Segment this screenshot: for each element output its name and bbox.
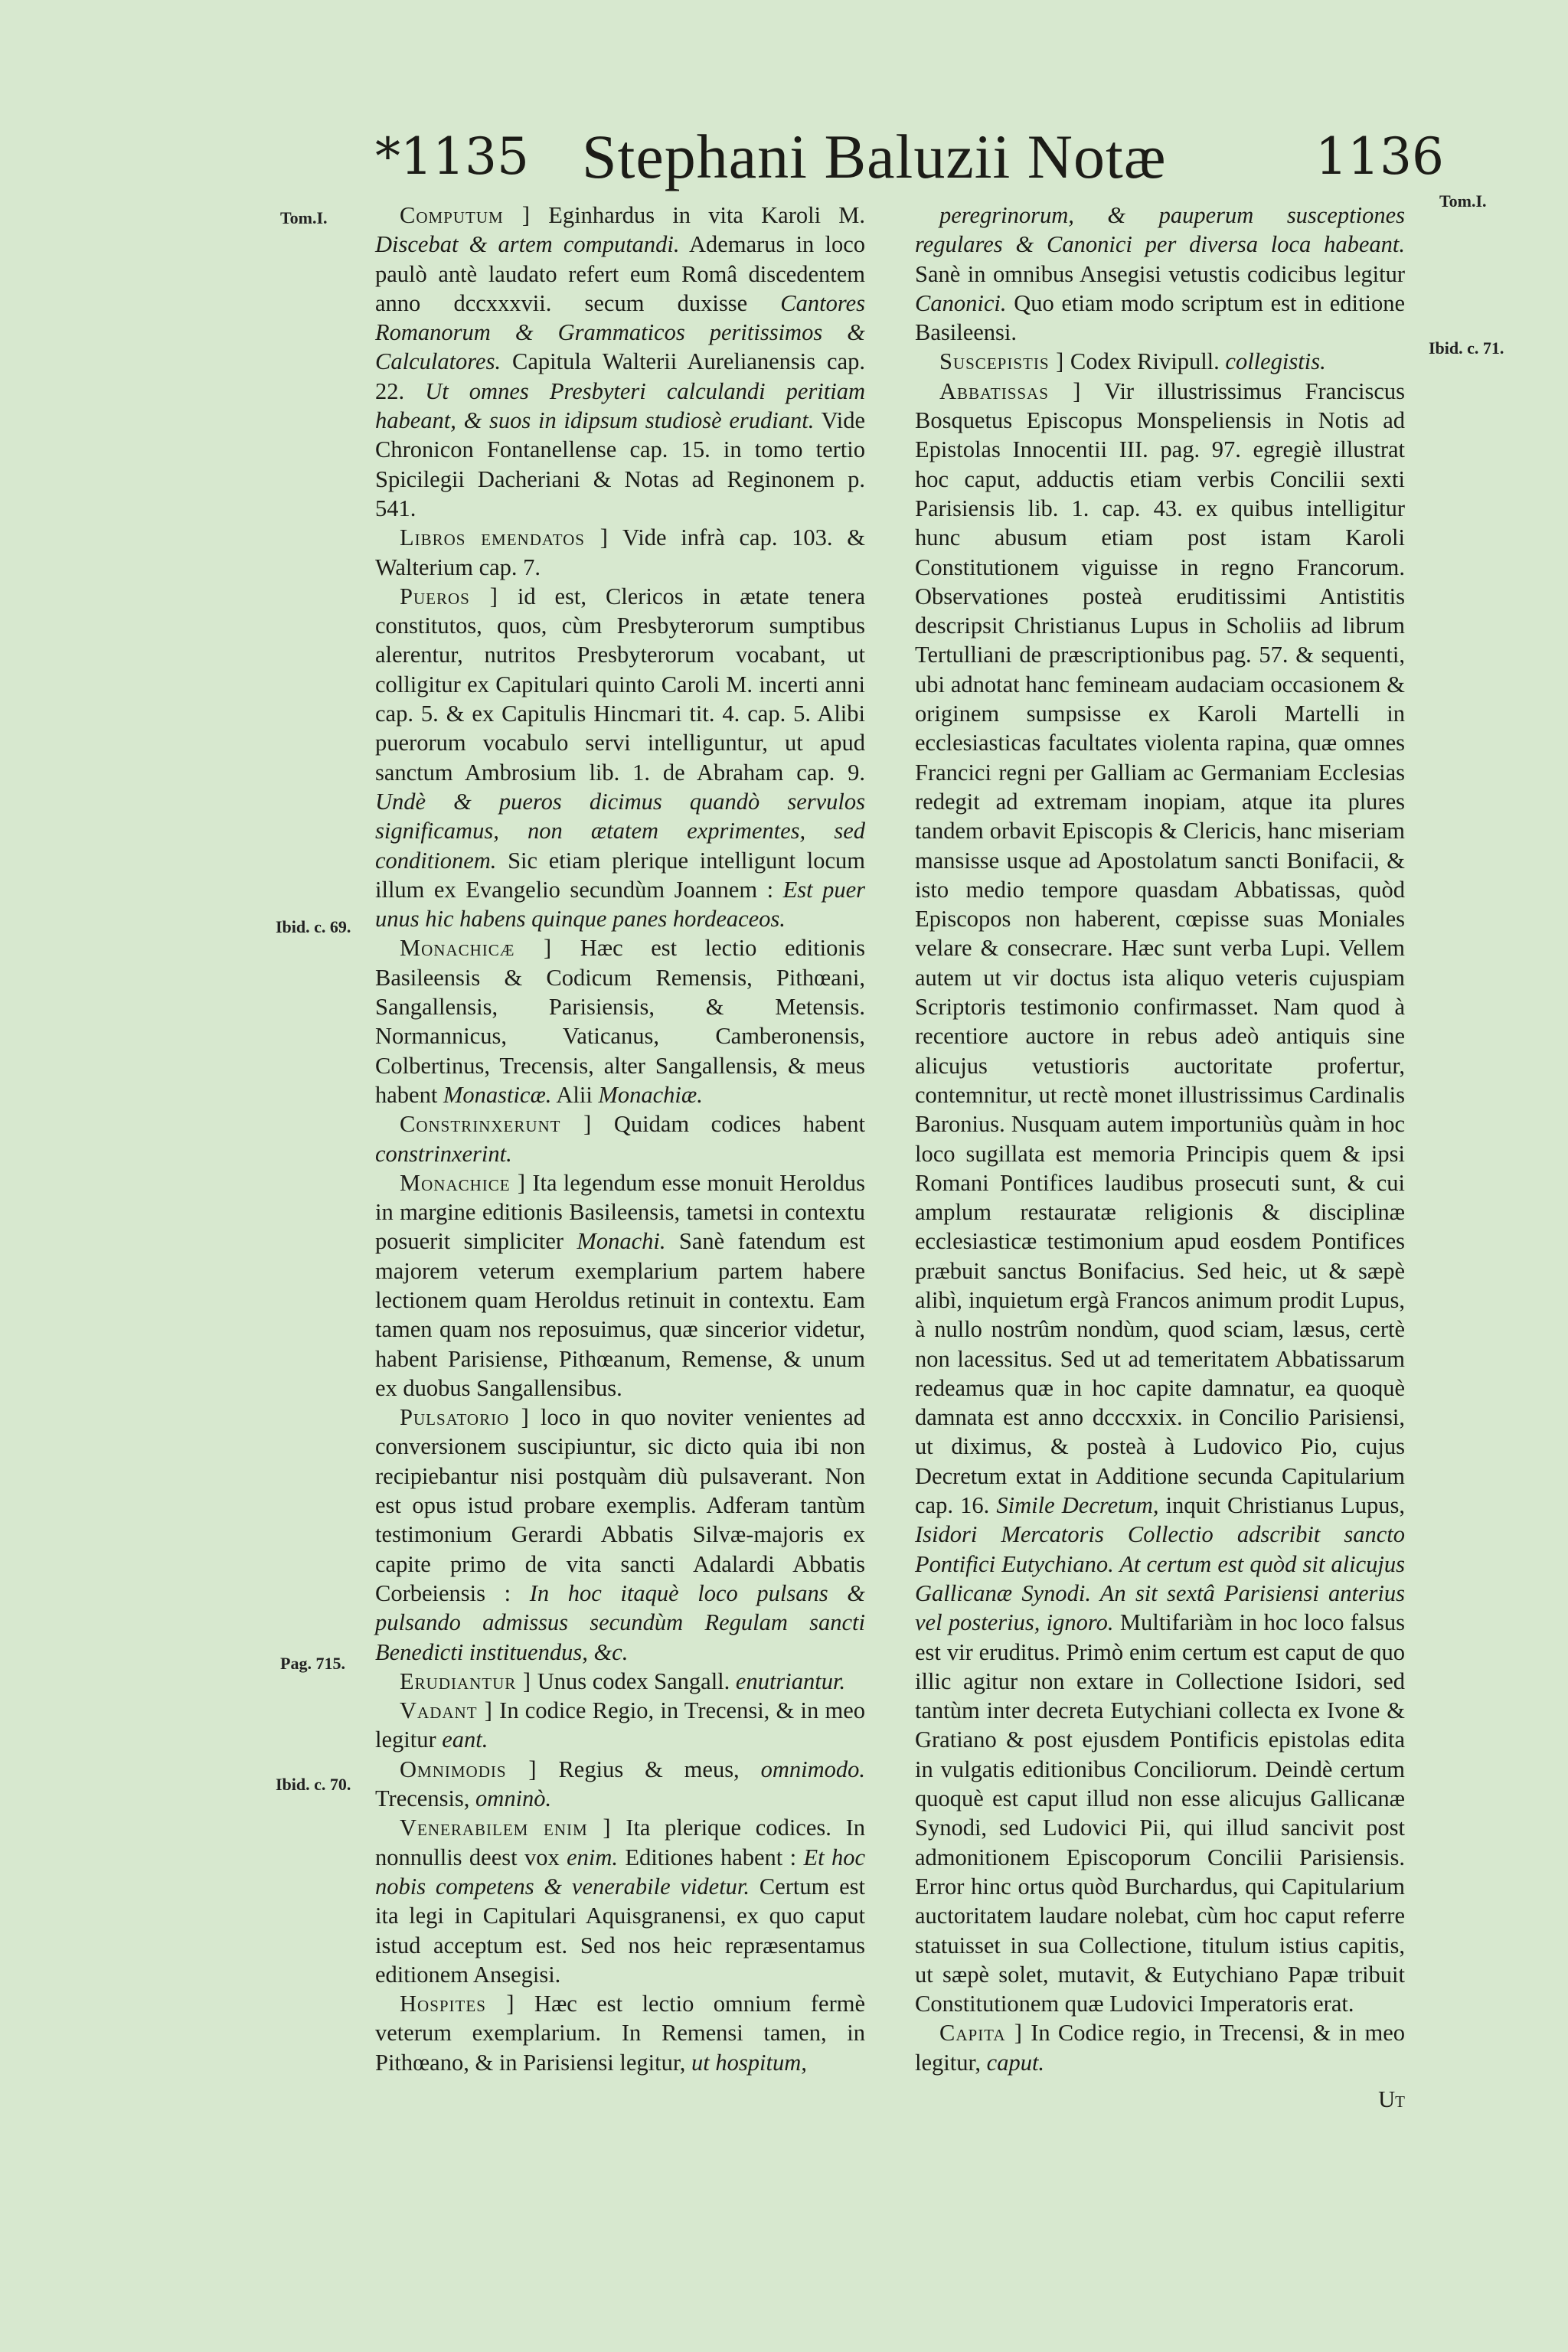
note-paragraph xyxy=(375,1696,865,1755)
note-text: Capitula Walterii Aurelianensis cap. 22. xyxy=(375,348,865,404)
quotation-text: In hoc itaquè loco pulsans & pulsando admissus secundùm Regulam sancti Benedicti instituendus, &c. xyxy=(375,1579,865,1665)
note-text: id est, Clericos in ætate tenera constitutos, quos, cùm Presbyterorum sumptibus alerentur, nutritos Presbyterorum vocabant, ut colligitur ex Capitulari quinto Caroli M. incerti anni cap. 5. & ex Capitulis Hincmari tit. 4. cap. 5. Alibi puerorum vocabulo servi intelliguntur, ut apud sanctum Ambrosium lib. 1. de Abraham cap. 9. xyxy=(375,583,865,786)
note-paragraph xyxy=(915,201,1405,347)
note-text: In codice Regio, in Trecensi, & in meo legitur xyxy=(375,1697,865,1753)
quotation-text: caput. xyxy=(986,2049,1045,2076)
lemma: Pueros ] xyxy=(400,583,498,609)
note-text: Trecensis, xyxy=(375,1785,476,1812)
quotation-text: Simile Decretum, xyxy=(996,1492,1159,1519)
catchword: Ut xyxy=(1378,2086,1405,2112)
quotation-text: enim. xyxy=(567,1844,618,1870)
note-text: Quo etiam modo scriptum est in editione Basileensi. xyxy=(915,289,1405,346)
note-paragraph xyxy=(375,201,865,523)
note-text: Sanè in omnibus Ansegisi vetustis codicibus legitur xyxy=(915,260,1405,287)
note-paragraph xyxy=(375,1989,865,2077)
quotation-text: omninò. xyxy=(475,1785,552,1812)
lemma: Suscepistis ] xyxy=(939,348,1065,375)
note-paragraph xyxy=(375,933,865,1109)
running-header xyxy=(0,115,1568,199)
note-text: loco in quo noviter venientes ad conversionem suscipiuntur, sic dicto quia ibi non recipiebantur nisi postquàm diù pulsaverant. Non est opus istud probare exemplis. Adferam tantùm testimonium Gerardi Abbatis Silvæ-majoris ex capite primo de vita sancti Adalardi Abbatis Corbeiensis : xyxy=(375,1404,865,1606)
note-text: Eginhardus in vita Karoli M. xyxy=(531,202,865,228)
note-text: Unus codex Sangall. xyxy=(531,1668,736,1694)
note-text: Sanè fatendum est majorem veterum exemplarium partem habere lectionem quam Heroldus retinuit in contextu. Eam tamen quam nos reposuimus, quæ sincerior videtur, habent Parisiense, Pithœanum, Remense, & unum ex duobus Sangallensibus. xyxy=(375,1228,865,1401)
lemma: Abbatissas ] xyxy=(939,377,1082,404)
note-paragraph xyxy=(375,582,865,934)
note-text: Ita legendum esse monuit Heroldus in margine editionis Basileensis, tametsi in contextu posuerit simpliciter xyxy=(375,1169,865,1255)
lemma: Libros emendatos ] xyxy=(400,524,609,551)
left-column xyxy=(375,201,865,2077)
lemma: Pulsatorio ] xyxy=(400,1404,530,1431)
note-text: Editiones habent : xyxy=(618,1844,804,1870)
note-text: inquit Christianus Lupus, xyxy=(1158,1492,1405,1519)
note-text: Regius & meus, xyxy=(537,1756,761,1782)
note-paragraph xyxy=(375,1109,865,1168)
note-text: Sic etiam plerique intelligunt locum illum ex Evangelio secundùm Joannem : xyxy=(375,847,865,903)
note-paragraph xyxy=(375,1168,865,1403)
note-paragraph xyxy=(915,2018,1405,2077)
note-text: Hæc est lectio editionis Basileensis & Codicum Remensis, Pithœani, Sangallensis, Parisiensis, & Metensis. Normannicus, Vaticanus, Camberonensis, Colbertinus, Trecensis, alter Sangallensis, & meus habent xyxy=(375,935,865,1108)
lemma: Erudiantur ] xyxy=(400,1668,532,1694)
lemma: Omnimodis ] xyxy=(400,1756,537,1782)
note-text: Ademarus in loco paulò antè laudato refert eum Româ discedentem anno dccxxxvii. secum duxisse xyxy=(375,231,865,316)
quotation-text: omnimodo. xyxy=(760,1756,865,1782)
note-paragraph xyxy=(915,347,1405,376)
quotation-text: constrinxerint. xyxy=(375,1140,512,1167)
note-paragraph xyxy=(375,1403,865,1667)
lemma: Monachicæ ] xyxy=(400,935,553,962)
quotation-text: Canonici. xyxy=(915,289,1007,316)
quotation-text: peregrinorum, & pauperum susceptiones regulares & Canonici per diversa loca habeant. xyxy=(915,202,1405,258)
note-text: Vide infrà cap. 103. & Walterium cap. 7. xyxy=(375,524,865,580)
quotation-text: Ut omnes Presbyteri calculandi peritiam habeant, & suos in idipsum studiosè erudiant. xyxy=(375,377,866,434)
lemma: Monachice ] xyxy=(400,1169,527,1196)
lemma: Computum ] xyxy=(400,202,531,228)
note-text: Multifariàm in hoc loco falsus est vir eruditus. Primò enim certum est caput de quo illic agitur non extare in Collectione Isidori, sed tantùm inter decreta Eutychiani collecta ex Ivone & Gratiano & post ejusdem Pontificis epistolas edita in vulgatis editionibus Conciliorum. Deindè certum quoquè est caput illud non esse alicujus Gallicanæ Synodi, sed Ludovici Pii, qui illud sancivit post admonitionem Episcoporum Concilii Parisiensis. Error hinc ortus quòd Burchardus, qui Capitularium auctoritatem laudare nolebat, cùm hoc caput referre statuisset in sua Collectione, titulum istius capitis, ut sæpè solet, mutavit, & Eutychiano Papæ tribuit Constitutionem quæ Ludovici Imperatoris erat. xyxy=(915,1609,1406,2017)
quotation-text: enutriantur. xyxy=(735,1668,846,1694)
note-text: Hæc est lectio omnium fermè veterum exemplarium. In Remensi tamen, in Pithœano, & in Parisiensi legitur, xyxy=(375,1991,865,2076)
note-text: In Codice regio, in Trecensi, & in meo legitur, xyxy=(915,2020,1405,2076)
lemma: Constrinxerunt ] xyxy=(400,1111,593,1138)
right-column xyxy=(915,201,1405,2114)
quotation-text: Et hoc nobis competens & venerabile videtur. xyxy=(375,1844,865,1900)
lemma: Hospites ] xyxy=(400,1991,515,2017)
quotation-text: Discebat & artem computandi. xyxy=(375,231,680,258)
margin-note-right: Ibid. c. 71. xyxy=(1429,338,1504,358)
note-paragraph xyxy=(375,1813,865,1989)
running-title: Stephani Baluzii Notæ xyxy=(582,122,1167,191)
quotation-text: Monasticæ. xyxy=(443,1081,552,1108)
quotation-text: collegistis. xyxy=(1225,348,1326,375)
quotation-text: Undè & pueros dicimus quandò servulos significamus, non ætatem exprimentes, sed conditionem. xyxy=(375,788,865,874)
right-page-number: 1136 xyxy=(1315,127,1444,186)
note-text: Vir illustrissimus Franciscus Bosquetus Episcopus Monspeliensis in Notis ad Epistolas Innocentii III. pag. 97. egregiè illustrat hoc caput, adductis etiam verbis Concilii sexti Parisiensis lib. 1. cap. 43. ex quibus intelligitur hunc abusum etiam post istam Karoli Constitutionem viguisse in regno Francorum. Observationes posteà eruditissimi Antistitis descripsit Christianus Lupus in Scholiis ad librum Tertulliani de præscriptionibus pag. 57. & sequenti, ubi adnotat hanc femineam audaciam occasionem & originem sumpsisse ex Karoli Martelli in ecclesiasticas facultates violenta rapina, quæ omnes Francici regni per Galliam ac Germaniam Ecclesias redegit ad extremam inopiam, atque ita plures tandem orbavit Episcopis & Clericis, hanc miseriam mansisse usque ad Apostolatum sancti Bonifacii, & isto medio tempore quasdam Abbatissas, quòd Episcopos non haberent, cœpisse suas Moniales velare & consecrare. Hæc sunt verba Lupi. Vellem autem ut vir doctus ista aliquo veteris cujuspiam Scriptoris testimonio confirmasset. Nam quod à recentiore auctore in rebus adeò antiquis sine alicujus vetustioris auctoritate profertur, contemnitur, ut rectè monet illustrissimus Cardinalis Baronius. Nusquam autem importuniùs quàm in hoc loco sugillata est memoria Principis quem & ipsi Romani Pontifices laudibus prosecuti sunt, & cui amplum restauratæ religionis & disciplinæ ecclesiasticæ testimonium apud eosdem Pontifices præbuit sanctus Bonifacius. Sed heic, ut & sæpè alibì, inquietum ergà Francos animum prodit Lupus, à nullo nostrûm nondùm, quod sciam, læsus, certè non lacessitus. Sed ut ad temeritatem Abbatissarum redeamus quæ in hoc capite damnatur, ea quoquè damnata est anno dcccxxix. in Concilio Parisiensi, ut diximus, & posteà à Ludovico Pio, cujus Decretum extat in Additione secunda Capitularium cap. 16. xyxy=(915,377,1405,1519)
note-text: Alii xyxy=(551,1081,599,1108)
note-text: Codex Rivipull. xyxy=(1064,348,1226,375)
quotation-text: Monachi. xyxy=(577,1228,666,1255)
quotation-text: Cantores Romanorum & Grammaticos peritissimos & Calculatores. xyxy=(375,289,865,375)
margin-note-left: Ibid. c. 70. xyxy=(276,1775,351,1794)
quotation-text: Est puer unus hic habens quinque panes hordeaceos. xyxy=(375,876,865,933)
note-text: Ita plerique codices. In nonnullis deest vox xyxy=(375,1815,865,1870)
margin-note-left: Ibid. c. 69. xyxy=(276,917,351,936)
note-paragraph xyxy=(915,377,1405,2019)
note-paragraph xyxy=(375,1667,865,1696)
margin-note-right: Tom.I. xyxy=(1439,191,1487,211)
lemma: Venerabilem enim ] xyxy=(400,1815,612,1841)
lemma: Capita ] xyxy=(939,2020,1023,2047)
left-page-number: *1135 xyxy=(375,127,529,186)
lemma: Vadant ] xyxy=(400,1697,493,1724)
quotation-text: Isidori Mercatoris Collectio adscribit sancto Pontifici Eutychiano. At certum est quòd sit alicujus Gallicanæ Synodi. An sit sextâ Parisiensi anterius vel posterius, ignoro. xyxy=(915,1521,1405,1636)
note-text: Quidam codices habent xyxy=(592,1111,865,1138)
quotation-text: ut hospitum, xyxy=(691,2049,807,2076)
margin-note-left: Pag. 715. xyxy=(280,1654,345,1673)
note-text: Vide Chronicon Fontanellense cap. 15. in tomo tertio Spicilegii Dacheriani & Notas ad Reginonem p. 541. xyxy=(375,407,866,521)
note-paragraph xyxy=(375,523,865,582)
quotation-text: Monachiæ. xyxy=(598,1081,703,1108)
note-text: Certum est ita legi in Capitulari Aquisgranensi, ex quo caput istud acceptum est. Sed nos heic repræsentamus editionem Ansegisi. xyxy=(375,1873,866,1988)
quotation-text: eant. xyxy=(442,1726,488,1753)
margin-note-left: Tom.I. xyxy=(280,208,328,227)
note-paragraph xyxy=(375,1755,865,1814)
